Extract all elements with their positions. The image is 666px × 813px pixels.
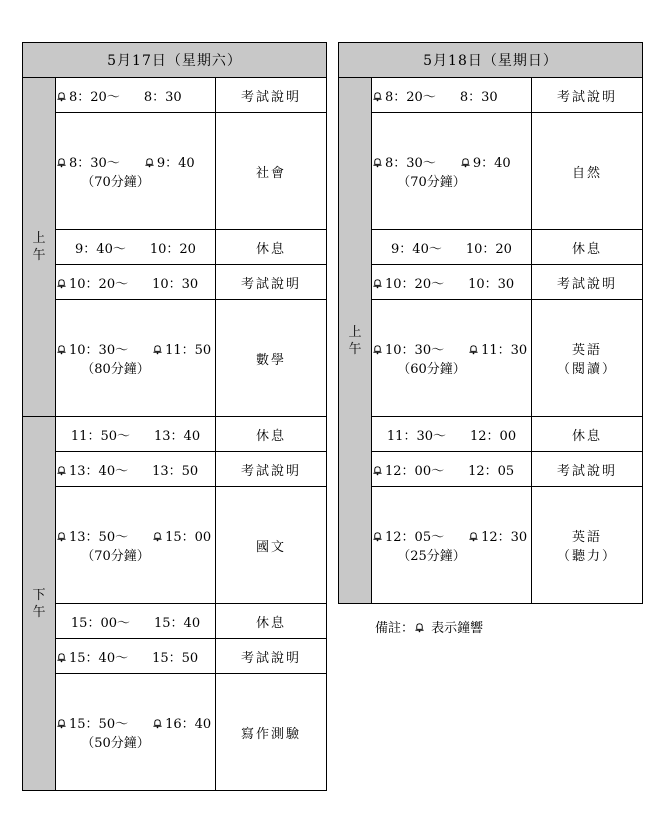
- schedule-row: [23, 487, 327, 604]
- subject-cell: [532, 78, 643, 113]
- subject: 休息: [572, 241, 603, 257]
- bell-icon: [144, 157, 155, 168]
- end-time: 11：30: [481, 343, 528, 358]
- start-time: 15：00～: [70, 615, 130, 631]
- bell-icon: [152, 718, 163, 729]
- duration: （70分鐘）: [81, 549, 150, 564]
- schedule-row: [23, 417, 327, 452]
- period-morning: 上 午: [339, 78, 372, 604]
- legend-note: [375, 617, 483, 636]
- start-time: 15：50～: [69, 717, 129, 732]
- start-time: 8：20～: [385, 89, 436, 105]
- time-cell: [56, 300, 216, 417]
- end-time: 15：50: [152, 650, 199, 666]
- subject: 考試說明: [241, 463, 302, 479]
- start-time: 8：20～: [69, 89, 120, 105]
- subject-cell: [216, 417, 327, 452]
- end-time: 12：00: [470, 428, 517, 444]
- end-time: 15：40: [154, 615, 201, 631]
- end-time: 9：40: [156, 156, 195, 171]
- bell-icon: [56, 278, 67, 289]
- subject-cell: [216, 265, 327, 300]
- bell-icon: [56, 465, 67, 476]
- end-time: 10：30: [152, 276, 199, 292]
- time-cell: [56, 674, 216, 791]
- subject: 考試說明: [241, 650, 302, 666]
- schedule-row: [23, 452, 327, 487]
- bell-icon: [372, 91, 383, 102]
- time-cell: [56, 452, 216, 487]
- start-time: 9：40～: [75, 241, 126, 257]
- duration: （80分鐘）: [81, 362, 150, 377]
- subject: 寫作測驗: [241, 726, 302, 742]
- end-time: 12：05: [468, 463, 515, 479]
- subject: 國文: [256, 539, 287, 555]
- schedule-row: [339, 78, 643, 113]
- bell-icon: [56, 344, 67, 355]
- schedule-row: [23, 604, 327, 639]
- start-time: 10：20～: [385, 276, 445, 292]
- bell-icon: [372, 465, 383, 476]
- end-time: 10：30: [468, 276, 515, 292]
- period-morning: 上 午: [23, 78, 56, 417]
- subject: 休息: [256, 615, 287, 631]
- subject: 休息: [256, 428, 287, 444]
- time-cell: [56, 113, 216, 230]
- duration: （70分鐘）: [81, 175, 150, 190]
- start-time: 10：20～: [69, 276, 129, 292]
- end-time: 10：20: [149, 241, 196, 257]
- note-suffix: 表示鐘響: [431, 621, 484, 636]
- duration: （25分鐘）: [397, 549, 466, 564]
- end-time: 12：30: [481, 530, 528, 545]
- subject-cell: [216, 674, 327, 791]
- schedule-row: [339, 230, 643, 265]
- start-time: 8：30～: [69, 156, 120, 171]
- schedule-row: [339, 487, 643, 604]
- subject-cell: [216, 452, 327, 487]
- subject-cell: [216, 639, 327, 674]
- bell-icon: [56, 91, 67, 102]
- subject: 英語: [572, 343, 603, 358]
- subject-cell: [532, 417, 643, 452]
- schedule-row: [23, 78, 327, 113]
- subject-part: （聽力）: [557, 549, 618, 564]
- time-cell: [372, 230, 532, 265]
- schedule-row: [23, 113, 327, 230]
- bell-icon: [372, 531, 383, 542]
- subject: 考試說明: [241, 276, 302, 292]
- end-time: 13：50: [152, 463, 199, 479]
- subject-cell: [532, 452, 643, 487]
- time-cell: [372, 487, 532, 604]
- time-cell: [372, 78, 532, 113]
- bell-icon: [372, 157, 383, 168]
- duration: （50分鐘）: [81, 736, 150, 751]
- subject-cell: [216, 113, 327, 230]
- time-cell: [56, 487, 216, 604]
- duration: （60分鐘）: [397, 362, 466, 377]
- end-time: 9：40: [472, 156, 511, 171]
- time-cell: [372, 113, 532, 230]
- subject: 休息: [572, 428, 603, 444]
- time-cell: [56, 265, 216, 300]
- start-time: 8：30～: [385, 156, 436, 171]
- subject: 考試說明: [557, 89, 618, 105]
- end-time: 8：30: [459, 89, 498, 105]
- end-time: 10：20: [465, 241, 512, 257]
- note-prefix: 備註：: [375, 621, 415, 636]
- end-time: 15：00: [165, 530, 212, 545]
- start-time: 11：50～: [70, 428, 130, 444]
- subject-cell: [532, 113, 643, 230]
- schedule-row: [23, 230, 327, 265]
- schedule-row: [23, 639, 327, 674]
- start-time: 10：30～: [69, 343, 129, 358]
- start-time: 11：30～: [386, 428, 446, 444]
- time-cell: [56, 639, 216, 674]
- bell-icon: [372, 344, 383, 355]
- subject-cell: [216, 230, 327, 265]
- end-time: 13：40: [154, 428, 201, 444]
- period-afternoon: 下 午: [23, 417, 56, 791]
- subject-cell: [216, 78, 327, 113]
- start-time: 12：05～: [385, 530, 445, 545]
- schedule-table-day1: [22, 42, 327, 791]
- bell-icon: [414, 622, 425, 633]
- end-time: 8：30: [143, 89, 182, 105]
- subject: 社會: [256, 165, 287, 181]
- bell-icon: [56, 531, 67, 542]
- subject: 數學: [256, 352, 287, 368]
- schedule-row: [339, 417, 643, 452]
- subject-cell: [216, 604, 327, 639]
- bell-icon: [152, 531, 163, 542]
- duration: （70分鐘）: [397, 175, 466, 190]
- subject: 考試說明: [557, 463, 618, 479]
- time-cell: [372, 300, 532, 417]
- subject-cell: [216, 300, 327, 417]
- schedule-row: [339, 265, 643, 300]
- day2-header: 5月18日（星期日）: [339, 43, 643, 78]
- schedule-row: [339, 113, 643, 230]
- subject-cell: [532, 265, 643, 300]
- end-time: 11：50: [165, 343, 212, 358]
- time-cell: [56, 78, 216, 113]
- time-cell: [372, 265, 532, 300]
- time-cell: [372, 452, 532, 487]
- subject: 休息: [256, 241, 287, 257]
- bell-icon: [56, 652, 67, 663]
- subject-cell: [216, 487, 327, 604]
- bell-icon: [468, 531, 479, 542]
- subject-cell: [532, 487, 643, 604]
- start-time: 9：40～: [391, 241, 442, 257]
- time-cell: [56, 604, 216, 639]
- bell-icon: [372, 278, 383, 289]
- bell-icon: [56, 718, 67, 729]
- subject-cell: [532, 230, 643, 265]
- bell-icon: [468, 344, 479, 355]
- subject-part: （閱讀）: [557, 362, 618, 377]
- schedule-row: [339, 300, 643, 417]
- schedule-row: [23, 300, 327, 417]
- subject: 英語: [572, 530, 603, 545]
- bell-icon: [460, 157, 471, 168]
- schedule-row: [339, 452, 643, 487]
- subject-cell: [532, 300, 643, 417]
- subject: 考試說明: [241, 89, 302, 105]
- schedule-row: [23, 674, 327, 791]
- start-time: 12：00～: [385, 463, 445, 479]
- end-time: 16：40: [165, 717, 212, 732]
- day1-header: 5月17日（星期六）: [23, 43, 327, 78]
- bell-icon: [56, 157, 67, 168]
- time-cell: [56, 417, 216, 452]
- subject: 自然: [572, 165, 603, 181]
- start-time: 10：30～: [385, 343, 445, 358]
- start-time: 13：40～: [69, 463, 129, 479]
- time-cell: [56, 230, 216, 265]
- schedule-row: [23, 265, 327, 300]
- start-time: 13：50～: [69, 530, 129, 545]
- start-time: 15：40～: [69, 650, 129, 666]
- schedule-table-day2: [338, 42, 643, 604]
- time-cell: [372, 417, 532, 452]
- bell-icon: [152, 344, 163, 355]
- subject: 考試說明: [557, 276, 618, 292]
